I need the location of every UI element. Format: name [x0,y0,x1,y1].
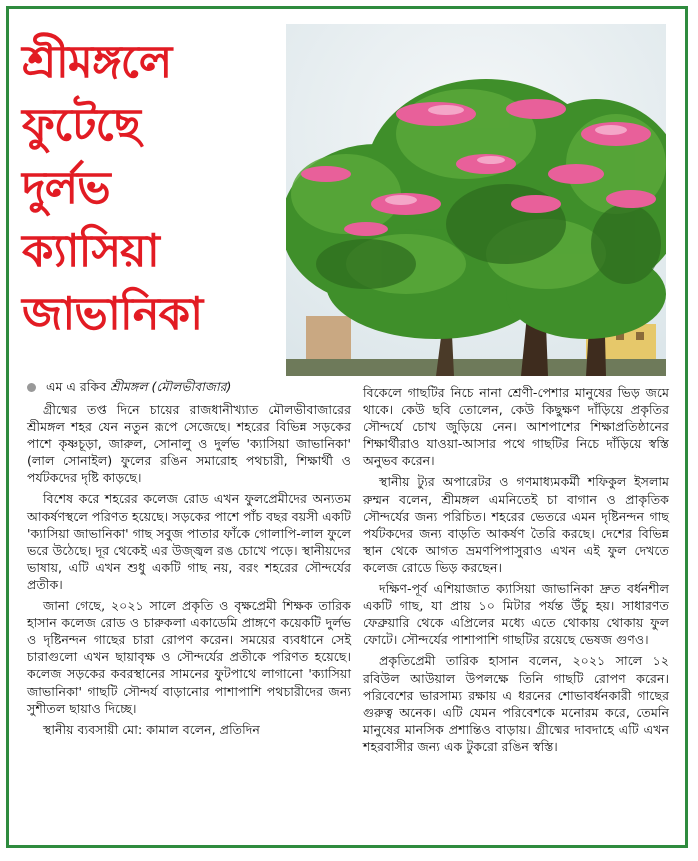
byline-author: এম এ রকিব [45,379,107,394]
paragraph: প্রকৃতিপ্রেমী তারিক হাসান বলেন, ২০২১ সালে ১২ রবিউল আউয়াল উপলক্ষে তিনি গাছটি রোপণ করেন। পরিবেশের ভারসাম্য রক্ষায় এ ধরনের শোভাবর্ধনকারী গাছের গুরুত্ব অনেক। এটি যেমন পরিবেশকে মনোরম করে, তেমনি মানুষের মানসিক প্রশান্তিও বাড়ায়। গ্রীষ্মের দাবদাহে এটি এখন শহরবাসীর জন্য এক টুকরো রঙিন স্বস্তি। [363,653,669,754]
tree-photo [286,24,666,376]
byline-location: শ্রীমঙ্গল (মৌলভীবাজার) [110,379,232,394]
paragraph: দক্ষিণ-পূর্ব এশিয়াজাত ক্যাসিয়া জাভানিকা দ্রুত বর্ধনশীল একটি গাছ, যা প্রায় ১০ মিটার পর্যন্ত উঁচু হয়। সাধারণত ফেব্রুয়ারি থেকে এপ্রিলের মধ্যে এতে থোকায় থোকায় ফুল ফোটে। সৌন্দর্যের পাশাপাশি গাছটির রয়েছে ভেষজ গুণও। [363,581,669,648]
paragraph: স্থানীয় ব্যবসায়ী মো: কামাল বলেন, প্রতিদিন [43,721,260,737]
headline-line: শ্রীমঙ্গলে [22,35,172,88]
paragraph: গ্রীষ্মের তপ্ত দিনে চায়ের রাজধানীখ্যাত মৌলভীবাজারের শ্রীমঙ্গল শহর যেন নতুন রূপে সেজেছে। শহরের বিভিন্ন সড়কের পাশে কৃষ্ণচূড়া, জারুল, সোনালু ও দুর্লভ 'ক্যাসিয়া জাভানিকা' (লাল সোনাইল) ফুলের রঙিন সমারোহ পথচারী, শিক্ষার্থী ও পর্যটকদের দৃষ্টি কাড়ছে। [27,402,351,486]
headline-line: দুর্লভ [22,161,110,214]
headline-line: ফুটেছে [22,98,140,151]
paragraph: স্থানীয় ট্যুর অপারেটর ও গণমাধ্যমকর্মী শফিকুল ইসলাম রুম্মন বলেন, শ্রীমঙ্গল এমনিতেই চা বাগান ও প্রাকৃতিক সৌন্দর্যের জন্য পরিচিত। শহরের ভেতরে এমন দৃষ্টিনন্দন গাছ পর্যটকদের জন্য বাড়তি আকর্ষণ তৈরি করছে। দেশের বিভিন্ন স্থান থেকে আগত ভ্রমণপিপাসুরাও এখন এই ফুল দেখতে কলেজ রোডে ভিড় করছেন। [363,474,669,575]
bullet-icon [27,383,36,392]
headline [22,30,272,345]
article-column-right [363,384,669,831]
article-column-left [27,401,351,831]
paragraph: বিকেলে গাছটির নিচে নানা শ্রেণী-পেশার মানুষের ভিড় জমে থাকে। কেউ ছবি তোলেন, কেউ কিছুক্ষণ দাঁড়িয়ে প্রকৃতির সৌন্দর্যে চোখ জুড়িয়ে নেন। আশপাশের শিক্ষাপ্রতিষ্ঠানের শিক্ষার্থীরাও যাওয়া-আসার পথে গাছটির নিচে দাঁড়িয়ে স্বস্তি অনুভব করেন। [363,385,669,469]
paragraph: বিশেষ করে শহরের কলেজ রোড এখন ফুলপ্রেমীদের অন্যতম আকর্ষণস্থলে পরিণত হয়েছে। সড়কের পাশে পাঁচ বছর বয়সী একটি 'ক্যাসিয়া জাভানিকা' গাছ সবুজ পাতার ফাঁকে গোলাপি-লাল ফুলে ভরে উঠেছে। দূর থেকেই এর উজ্জ্বল রঙ চোখে পড়ে। স্থানীয়দের ভাষায়, এটি এখন শুধু একটি গাছ নয়, বরং শহরের সৌন্দর্যের প্রতীক। [27,491,351,592]
paragraph: জানা গেছে, ২০২১ সালে প্রকৃতি ও বৃক্ষপ্রেমী শিক্ষক তারিক হাসান কলেজ রোড ও চারুকলা একাডেমি প্রাঙ্গণে কয়েকটি দুর্লভ ও দৃষ্টিনন্দন গাছের চারা রোপণ করেন। সময়ের ব্যবধানে সেই চারাগুলো এখন ছায়াবৃক্ষ ও সৌন্দর্যের প্রতীকে পরিণত হয়েছে। কলেজ সড়কের কবরস্থানের সামনের ফুটপাথে লাগানো 'ক্যাসিয়া জাভানিকা' গাছটি সৌন্দর্য বাড়ানোর পাশাপাশি পথচারীদের জন্য সুশীতল ছায়াও দিচ্ছে। [27,598,351,716]
cassia-tree-image [286,24,666,376]
byline [27,379,357,397]
headline-line: জাভানিকা [22,287,203,340]
headline-line: ক্যাসিয়া [22,224,159,277]
